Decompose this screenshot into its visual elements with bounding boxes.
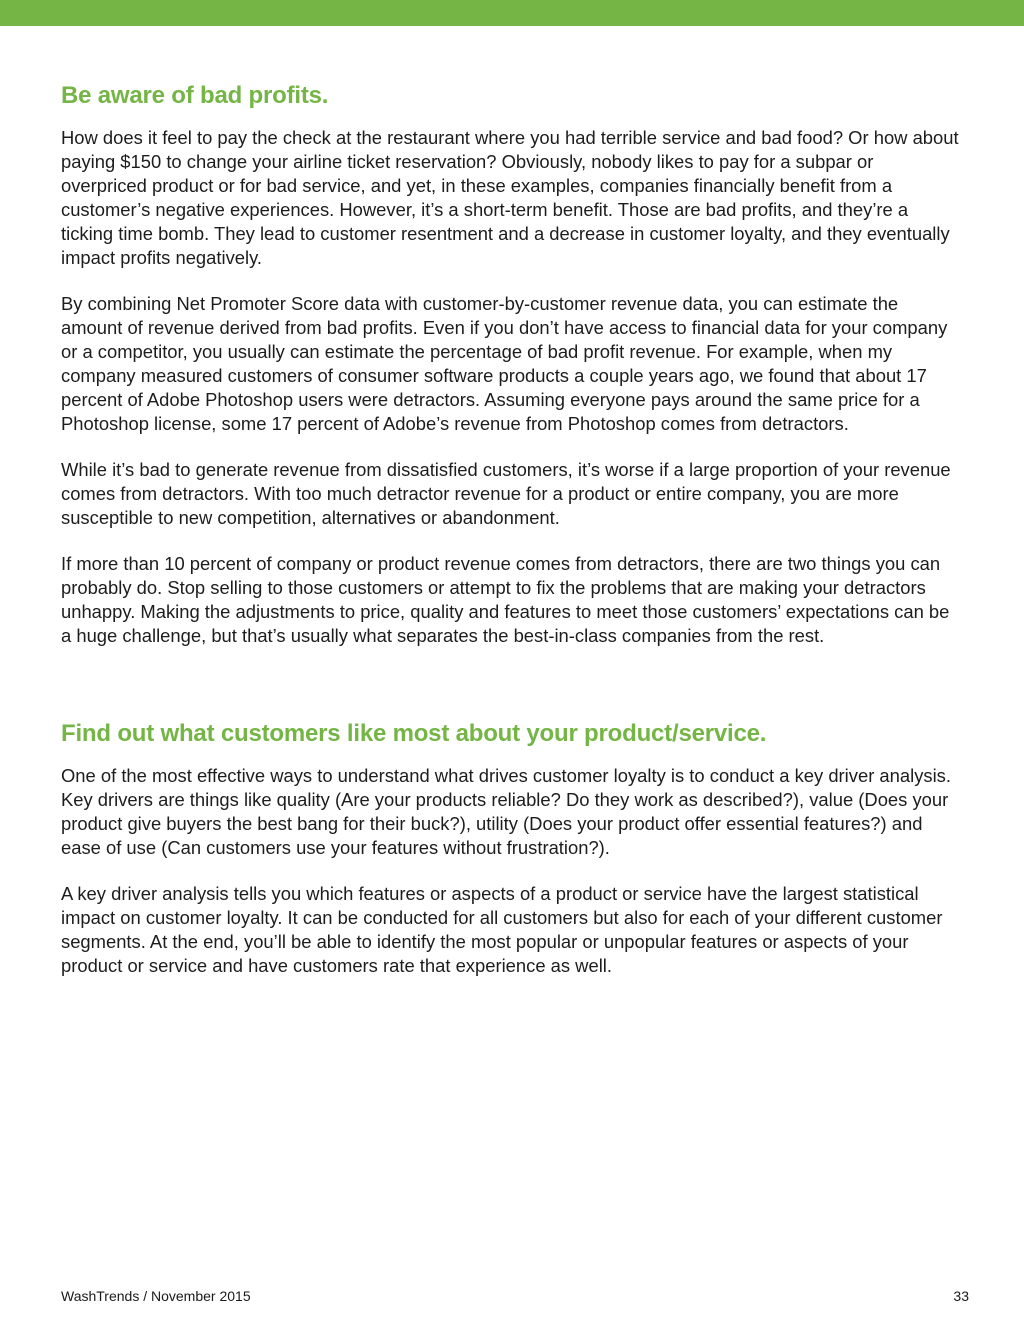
- section-heading-bad-profits: Be aware of bad profits.: [61, 82, 329, 109]
- section-heading-customer-likes: Find out what customers like most about your product/service.: [61, 720, 767, 747]
- footer-page-number: 33: [953, 1288, 969, 1304]
- paragraph: One of the most effective ways to understand what drives customer loyalty is to conduct a key driver analysis. Key drivers are things like quality (Are your products reliable? Do they work as described?), value (Does your product give buyers the best bang for their buck?), utility (Does your product offer essential features?) and ease of use (Can customers use your features without frustration?).: [61, 765, 951, 858]
- paragraph: While it’s bad to generate revenue from dissatisfied customers, it’s worse if a large proportion of your revenue comes from detractors. With too much detractor revenue for a product or entire company, you are more susceptible to new competition, alternatives or abandonment.: [61, 459, 951, 528]
- paragraph: By combining Net Promoter Score data with customer-by-customer revenue data, you can estimate the amount of revenue derived from bad profits. Even if you don’t have access to financial data for your company or a competitor, you usually can estimate the percentage of bad profit revenue. For example, when my company measured customers of consumer software products a couple years ago, we found that about 17 percent of Adobe Photoshop users were detractors. Assuming everyone pays around the same price for a Photoshop license, some 17 percent of Adobe’s revenue from Photoshop comes from detractors.: [61, 293, 948, 434]
- header-accent-bar: [0, 0, 1024, 26]
- paragraph: If more than 10 percent of company or product revenue comes from detractors, there are two things you can probably do. Stop selling to those customers or attempt to fix the problems that are making your detractors unhappy. Making the adjustments to price, quality and features to meet those customers’ expectations can be a huge challenge, but that’s usually what separates the best-in-class companies from the rest.: [61, 553, 950, 646]
- paragraph: A key driver analysis tells you which features or aspects of a product or service have the largest statistical impact on customer loyalty. It can be conducted for all customers but also for each of your different customer segments. At the end, you’ll be able to identify the most popular or unpopular features or aspects of your product or service and have customers rate that experience as well.: [61, 883, 943, 976]
- paragraph: How does it feel to pay the check at the restaurant where you had terrible service and bad food? Or how about paying $150 to change your airline ticket reservation? Obviously, nobody likes to pay for a subpar or overpriced product or for bad service, and yet, in these examples, companies financially benefit from a customer’s negative experiences. However, it’s a short-term benefit. Those are bad profits, and they’re a ticking time bomb. They lead to customer resentment and a decrease in customer loyalty, and they eventually impact profits negatively.: [61, 127, 959, 268]
- footer-publication: WashTrends / November 2015: [61, 1288, 251, 1304]
- article-body: [61, 80, 961, 1000]
- section-spacer: [61, 670, 961, 718]
